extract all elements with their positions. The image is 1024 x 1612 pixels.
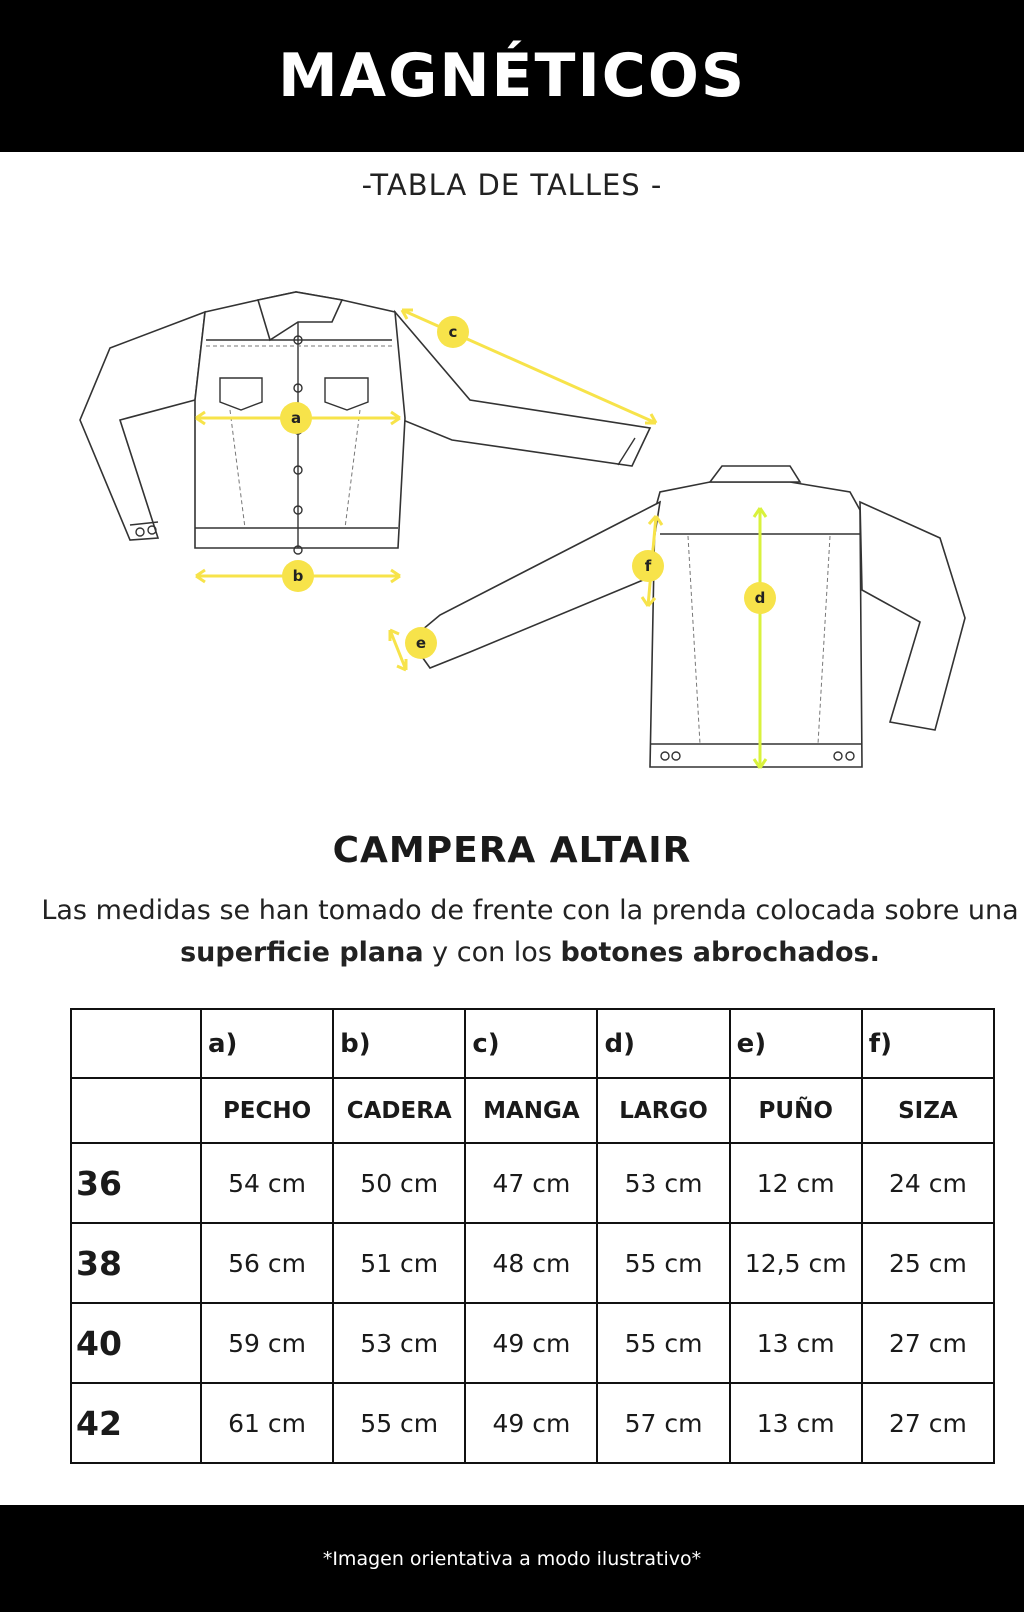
table-cell: 55 cm	[597, 1303, 729, 1383]
table-cell: 13 cm	[730, 1303, 862, 1383]
table-cell: 49 cm	[465, 1383, 597, 1463]
table-cell: 49 cm	[465, 1303, 597, 1383]
table-cell: 24 cm	[862, 1143, 994, 1223]
table-cell: 48 cm	[465, 1223, 597, 1303]
marker-c: c	[448, 323, 458, 341]
marker-f: f	[644, 557, 652, 575]
size-label: 38	[71, 1223, 201, 1303]
header-pecho: PECHO	[201, 1078, 333, 1143]
table-row-names	[71, 1078, 994, 1143]
table-cell: 59 cm	[201, 1303, 333, 1383]
note-text-2: y con los	[423, 937, 561, 968]
header-puno: PUÑO	[730, 1078, 862, 1143]
table-cell: 61 cm	[201, 1383, 333, 1463]
letter-d: d)	[597, 1009, 729, 1078]
measure-line-b	[196, 560, 400, 592]
letter-a: a)	[201, 1009, 333, 1078]
size-label: 42	[71, 1383, 201, 1463]
table-cell: 55 cm	[597, 1223, 729, 1303]
size-chart-subtitle: -TABLA DE TALLES -	[361, 168, 663, 202]
corner-cell	[71, 1078, 201, 1143]
table-row	[71, 1383, 994, 1463]
jacket-illustration	[0, 270, 1024, 800]
letter-f: f)	[862, 1009, 994, 1078]
table-cell: 27 cm	[862, 1383, 994, 1463]
size-table	[70, 1008, 995, 1464]
product-title: CAMPERA ALTAIR	[332, 830, 692, 871]
jacket-front	[80, 292, 650, 554]
header-manga: MANGA	[465, 1078, 597, 1143]
brand-title: MAGNÉTICOS	[277, 41, 747, 111]
note-text-1: Las medidas se han tomado de frente con la prenda colocada sobre una	[41, 895, 1019, 926]
letter-c: c)	[465, 1009, 597, 1078]
table-row	[71, 1143, 994, 1223]
table-cell: 55 cm	[333, 1383, 465, 1463]
size-label: 40	[71, 1303, 201, 1383]
table-row-letters	[71, 1009, 994, 1078]
table-row	[71, 1223, 994, 1303]
table-cell: 54 cm	[201, 1143, 333, 1223]
note-bold-1: superficie plana	[180, 937, 424, 968]
table-cell: 51 cm	[333, 1223, 465, 1303]
letter-e: e)	[730, 1009, 862, 1078]
jacket-back	[410, 466, 965, 767]
marker-a: a	[290, 409, 302, 427]
marker-e: e	[415, 634, 427, 652]
table-row	[71, 1303, 994, 1383]
table-cell: 12 cm	[730, 1143, 862, 1223]
table-cell: 53 cm	[333, 1303, 465, 1383]
table-cell: 53 cm	[597, 1143, 729, 1223]
size-label: 36	[71, 1143, 201, 1223]
table-cell: 57 cm	[597, 1383, 729, 1463]
corner-cell	[71, 1009, 201, 1078]
note-bold-2: botones abrochados.	[560, 937, 880, 968]
table-cell: 12,5 cm	[730, 1223, 862, 1303]
header-largo: LARGO	[597, 1078, 729, 1143]
table-cell: 13 cm	[730, 1383, 862, 1463]
disclaimer: *Imagen orientativa a modo ilustrativo*	[322, 1547, 702, 1570]
table-cell: 50 cm	[333, 1143, 465, 1223]
header-siza: SIZA	[862, 1078, 994, 1143]
measurement-note	[40, 890, 1020, 974]
header-band	[0, 0, 1024, 152]
table-cell: 47 cm	[465, 1143, 597, 1223]
marker-b: b	[292, 567, 304, 585]
table-cell: 25 cm	[862, 1223, 994, 1303]
table-cell: 27 cm	[862, 1303, 994, 1383]
table-cell: 56 cm	[201, 1223, 333, 1303]
header-cadera: CADERA	[333, 1078, 465, 1143]
letter-b: b)	[333, 1009, 465, 1078]
footer-band	[0, 1505, 1024, 1612]
marker-d: d	[754, 589, 766, 607]
